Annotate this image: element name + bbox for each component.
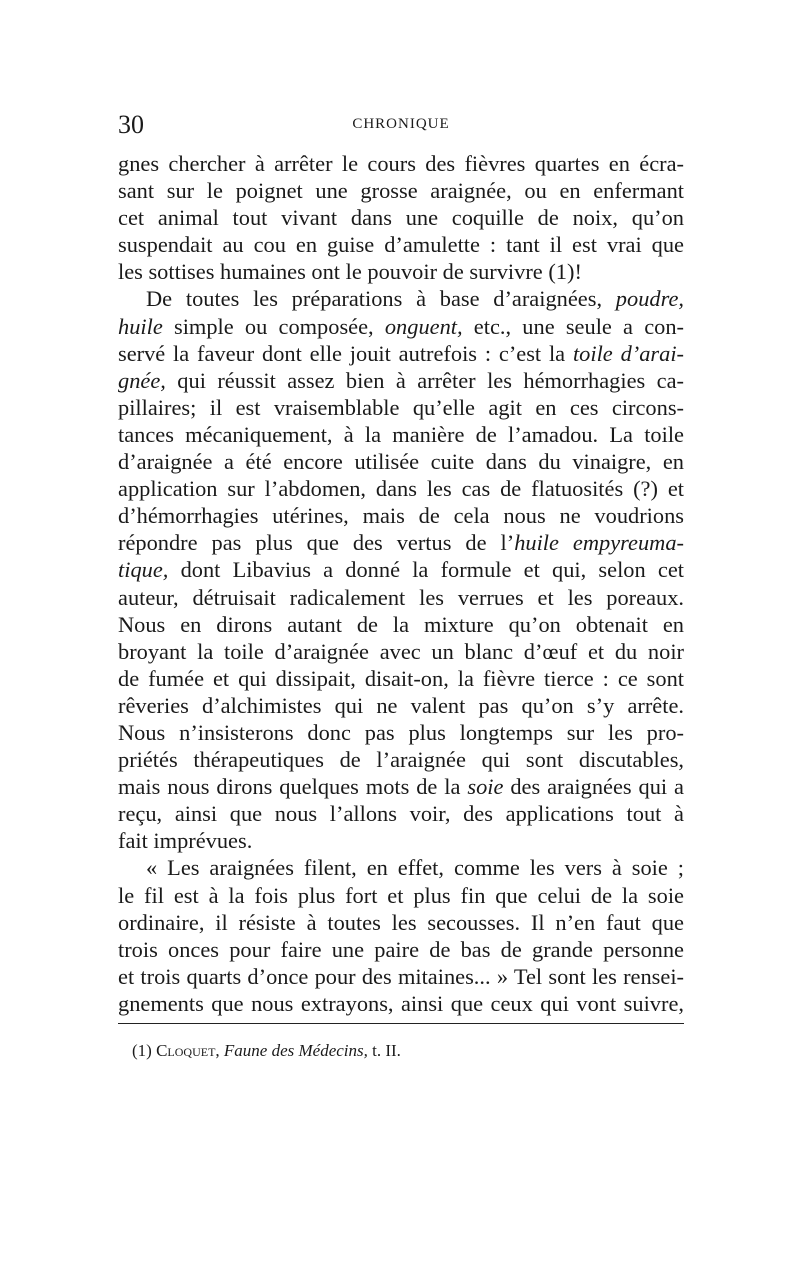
text-run: mais nous dirons quelques mots de la [118, 774, 468, 800]
text-line: broyant la toile d’araignée avec un blanc d’œuf et du noir [118, 638, 684, 664]
italic-term: huile [118, 313, 163, 339]
italic-term: huile empyreuma- [514, 530, 684, 556]
text-line: d’hémorrhagies utérines, mais de cela nous ne voudrions [118, 503, 684, 529]
footnote [132, 1040, 401, 1062]
italic-term: tique, [118, 557, 169, 583]
text-line [118, 556, 684, 583]
text-run: des araignées qui a [503, 774, 684, 800]
text-run: De toutes les préparations à base d’araignées, [146, 286, 616, 312]
text-line: d’araignée a été encore utilisée cuite dans du vinaigre, en [118, 449, 684, 475]
text-line: « Les araignées filent, en effet, comme les vers à soie ; [146, 855, 684, 881]
italic-term: toile d’arai- [572, 340, 685, 366]
text-line: gnes chercher à arrêter le cours des fièvres quartes en écra- [118, 151, 684, 176]
text-line: rêveries d’alchimistes qui ne valent pas qu’on s’y arrête. [118, 692, 684, 718]
text-line: suspendait au cou en guise d’amulette : tant il est vrai que [118, 232, 684, 258]
text-line: le fil est à la fois plus fort et plus fin que celui de la soie [118, 882, 684, 908]
footnote-rest: t. II. [367, 1041, 401, 1060]
text-line: gnements que nous extrayons, ainsi que ceux qui vont suivre, [118, 990, 684, 1016]
text-line: Nous n’insisterons donc pas plus longtemps sur les pro- [118, 719, 684, 745]
text-line [118, 773, 684, 800]
text-line: auteur, détruisait radicalement les verrues et les poreaux. [118, 584, 684, 610]
text-line [118, 367, 684, 394]
text-line: et trois quarts d’once pour des mitaines... » Tel sont les rensei- [118, 963, 684, 989]
text-line [118, 285, 684, 312]
text-line: sant sur le poignet une grosse araignée, ou en enfermant [118, 178, 684, 204]
text-line: de fumée et qui dissipait, disait-on, la fièvre tierce : ce sont [118, 665, 684, 691]
text-run: simple ou composée, [162, 313, 385, 339]
text-line [118, 340, 684, 367]
text-line: ordinaire, il résiste à toutes les secousses. Il n’en faut que [118, 909, 684, 935]
text-line: pillaires; il est vraisemblable qu’elle agit en ces circons- [118, 394, 684, 420]
text-line: reçu, ainsi que nous l’allons voir, des applications tout à [118, 801, 684, 827]
text-line: tances mécaniquement, à la manière de l’amadou. La toile [118, 421, 684, 447]
footnote-author: Cloquet, [156, 1041, 220, 1060]
text-line: les sottises humaines ont le pouvoir de survivre (1)! [118, 259, 582, 285]
italic-term: onguent, [384, 313, 463, 339]
text-line: fait imprévues. [118, 828, 253, 854]
text-line [118, 529, 684, 556]
text-line: Nous en dirons autant de la mixture qu’on obtenait en [118, 611, 684, 637]
italic-term: gnée, [118, 367, 166, 393]
text-line: trois onces pour faire une paire de bas de grande personne [118, 936, 684, 962]
footnote-divider [118, 1023, 684, 1024]
text-run: etc., une seule a con- [462, 313, 684, 339]
running-head: CHRONIQUE [352, 116, 450, 132]
italic-term: poudre, [615, 286, 684, 312]
text-run: servé la faveur dont elle jouit autrefois : c’est la [118, 340, 573, 366]
italic-term: soie [467, 774, 504, 800]
text-run: qui réussit assez bien à arrêter les hémorrhagies ca- [165, 367, 684, 393]
footnote-title: Faune des Médecins, [223, 1041, 368, 1060]
page-header [118, 110, 684, 140]
text-run: dont Libavius a donné la formule et qui, selon cet [168, 557, 684, 583]
text-line: application sur l’abdomen, dans les cas de flatuosités (?) et [118, 476, 684, 502]
text-line: priétés thérapeutiques de l’araignée qui sont discutables, [118, 747, 684, 773]
footnote-marker: (1) [132, 1041, 152, 1060]
text-run: répondre pas plus que des vertus de l’ [118, 530, 515, 556]
page-number: 30 [118, 110, 144, 139]
text-line [118, 313, 684, 340]
body-text [118, 150, 684, 1017]
text-line: cet animal tout vivant dans une coquille de noix, qu’on [118, 205, 684, 231]
